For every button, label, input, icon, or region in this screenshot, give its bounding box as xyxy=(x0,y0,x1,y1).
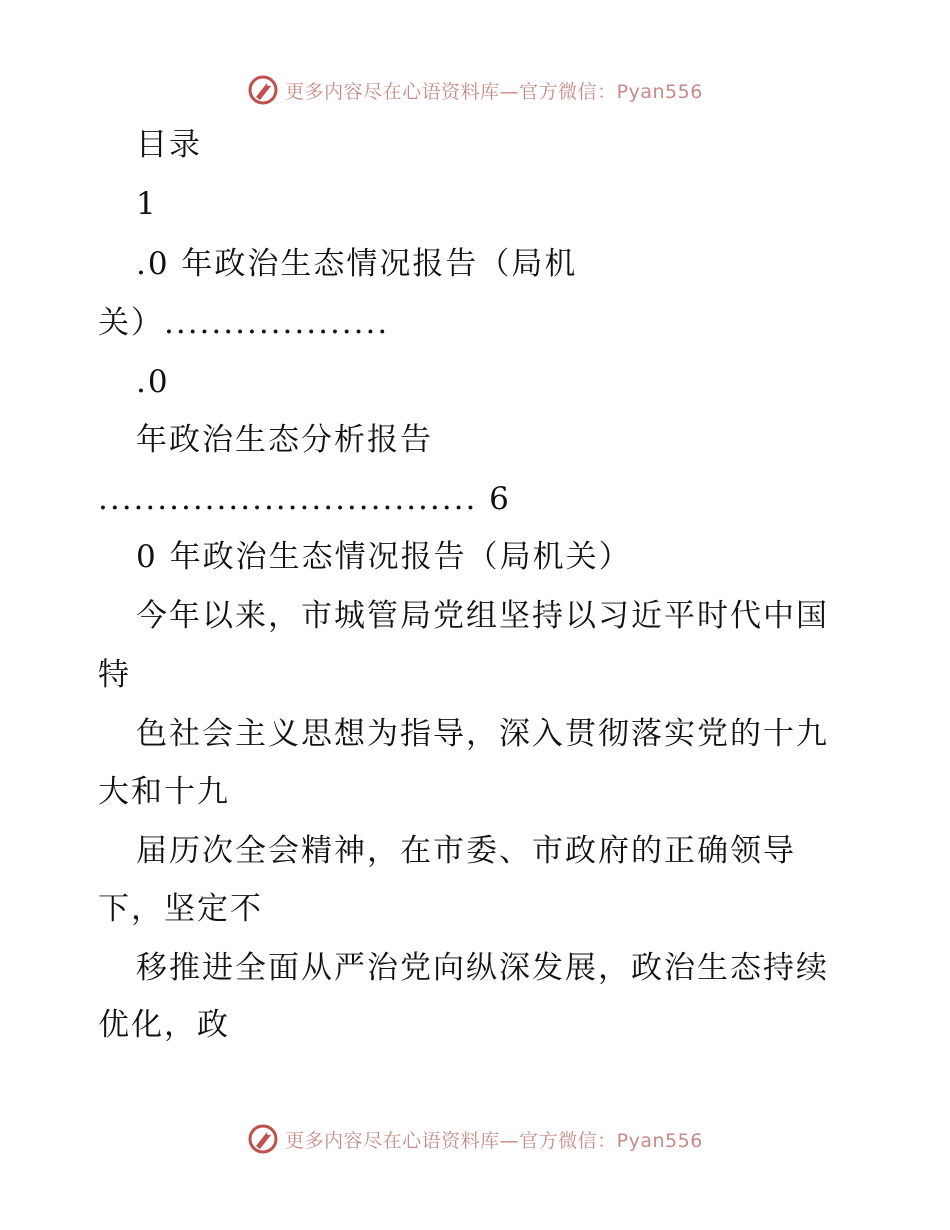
section-title: 0 年政治生态情况报告（局机关） xyxy=(136,539,632,575)
watermark-text: 更多内容尽在心语资料库—官方微信：Pyan556 xyxy=(285,1129,703,1152)
toc-item-title: 年政治生态分析报告 xyxy=(136,422,433,458)
toc-item-leader: 关）................... xyxy=(98,305,390,341)
paragraph-line: 色社会主义思想为指导，深入贯彻落实党的十九 xyxy=(136,716,829,752)
paragraph-line: 今年以来，市城管局党组坚持以习近平时代中国 xyxy=(136,598,829,634)
paragraph-line: 下，坚定不 xyxy=(98,891,263,927)
footer-watermark xyxy=(0,1123,950,1155)
paragraph-line: 届历次全会精神，在市委、市政府的正确领导 xyxy=(136,833,796,869)
paragraph-line: 优化，政 xyxy=(98,1007,230,1043)
toc-item-number: 1 xyxy=(136,186,158,222)
toc-item-title: .0 年政治生态情况报告（局机 xyxy=(136,246,578,282)
paragraph-line: 特 xyxy=(98,657,131,693)
paragraph-line: 大和十九 xyxy=(98,774,230,810)
pen-circle-logo-icon xyxy=(247,1123,279,1155)
paragraph-line: 移推进全面从严治党向纵深发展，政治生态持续 xyxy=(136,950,829,986)
toc-heading: 目录 xyxy=(136,127,202,163)
toc-item-leader: ................................ 6 xyxy=(98,481,511,517)
toc-item-number: .0 xyxy=(136,364,170,400)
watermark-text: 更多内容尽在心语资料库—官方微信：Pyan556 xyxy=(285,80,703,103)
